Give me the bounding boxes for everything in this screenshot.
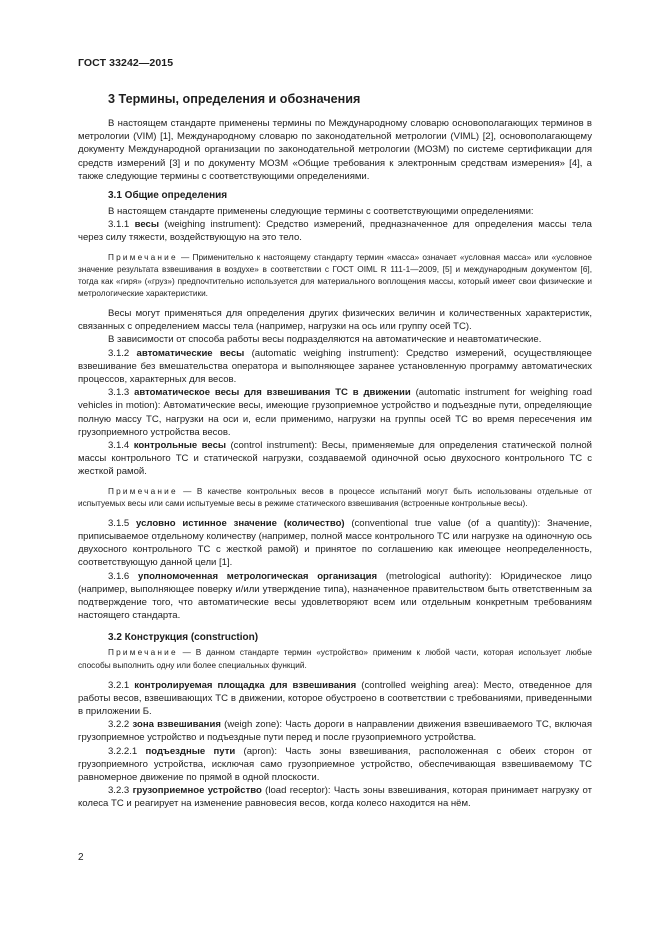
term-definition: (conventional true value (of a quantity)): Значение, приписываемое отдельному количеству (например, полной массе контрольного ТС или нагрузке на одиночную ось двухосного контрольного ТС с жесткой рамой) и принятое по соглашению как имеющее неопределенность, соответствующую данной цели [1]. (78, 517, 592, 569)
term-number: 3.2.1 (108, 679, 135, 691)
term-definition: (apron): Часть зоны взвешивания, расположенная с обеих сторон от грузоприемного устройства, исключая само грузоприемное устройство, обеспечивающая взвешиваемому ТС равномерное движение по прямой в одной плоскости. (78, 745, 592, 784)
term-3-2-2-1 (78, 745, 592, 785)
term-name: подъездные пути (145, 745, 236, 757)
term-3-1-4 (78, 439, 592, 479)
section-3-2-title: 3.2 Конструкция (construction) (108, 632, 259, 644)
term-number: 3.1.4 (108, 440, 134, 452)
term-3-1-1 (78, 218, 592, 244)
term-number: 3.1.2 (108, 347, 137, 359)
term-definition: (load receptor): Часть зоны взвешивания, которая принимает нагрузку от колеса ТС и реагирует на изменение равновесия весов, когда колесо находится на нём. (78, 785, 592, 810)
page-content (78, 92, 592, 811)
term-3-2-1 (78, 679, 592, 719)
term-definition: (metrological authority): Юридическое лицо (например, выполняющее поверку и/или утверждение типа), назначенное правительством быть ответственным за подтверждение того, что автоматические весы удовлетворяют всем или отдельным конкретным требованиям настоящего стандарта. (78, 570, 592, 622)
term-number: 3.1.6 (108, 570, 139, 582)
term-name: контрольные весы (133, 440, 227, 452)
note-text: — Применительно к настоящему стандарту термин «масса» означает «условная масса» или «условное значение результата взвешивания в воздухе» в соответствии с ГОСТ OIML R 111-1—2009, [5] и международным документом [6], тогда как «гиря» («груз») предпочтительно используется для материального воплощения массы, который имеет свои физические и метрологические характеристики. (78, 252, 592, 298)
term-name: автоматические весы (136, 347, 245, 359)
term-name: контролируемая площадка для взвешивания (134, 679, 357, 691)
term-definition: (weigh zone): Часть дороги в направлении движения взвешиваемого ТС, включая грузоприемное устройство и подъездные пути перед и после грузоприемного устройства. (78, 719, 593, 744)
note-text: — В качестве контрольных весов в процессе испытаний могут быть использованы отдельные от испытуемых весы или сами испытуемые весы в режиме статического взвешивания (встроенные контрольные весы). (78, 486, 592, 508)
term-3-1-3 (78, 386, 592, 439)
term-name: автоматическое весы для взвешивания ТС в движении (134, 387, 411, 399)
term-number: 3.2.3 (108, 785, 133, 797)
standard-header: ГОСТ 33242—2015 (78, 57, 174, 69)
term-3-1-2 (78, 347, 592, 387)
note-text: — В данном стандарте термин «устройство» применим к любой части, которая использует любые способы выполнить одну или более специальных функций. (78, 648, 592, 670)
section-3-title: 3 Термины, определения и обозначения (108, 92, 361, 106)
term-3-1-5 (78, 517, 592, 570)
note-label: Примечание (108, 648, 178, 658)
section-3-intro: В настоящем стандарте применены термины по Международному словарю основополагающих терминов в метрологии (VIM) [1], Международному словарю по законодательной метрологии (VIML) [2], основополагающему документу Международной организации по законодательной метрологии (МОЗМ) по системе сертификации для средств измерений [3] и по документу МОЗМ «Общие требования к электронным средствам измерения» [4], а также следующие термины с соответствующими определениями. (78, 118, 592, 182)
term-name: условно истинное значение (количество) (136, 517, 345, 529)
term-name: зона взвешивания (132, 719, 221, 731)
term-number: 3.1.1 (108, 219, 135, 231)
term-3-1-6 (78, 570, 592, 623)
term-name: весы (134, 219, 159, 231)
term-number: 3.1.5 (108, 517, 137, 529)
section-3-1-intro: В настоящем стандарте применены следующие термины с соответствующими определениями: (108, 206, 534, 218)
term-definition: (automatic instrument for weighing road vehicles in motion): Автоматические весы, имеющие грузоприемное устройство и подъездные пути, определяющие полную массу ТС, нагрузки на оси и, если применимо, нагрузки на группы осей ТС во время пересечения им грузоприемного устройства весов. (78, 387, 592, 438)
note-3 (78, 647, 592, 671)
term-3-2-2 (78, 718, 592, 744)
paragraph-other-quantities: Весы могут применяться для определения других физических величин и количественных характеристик, связанных с определением массы тела (например, нагрузки на ось или группу осей ТС). (78, 308, 592, 333)
note-1 (78, 252, 592, 300)
term-number: 3.2.2.1 (108, 745, 146, 757)
term-definition: (controlled weighing area): Место, отведенное для работы весов, взвешивающих ТС в движении, которое обустроено в соответствии с требованиями, приведенными в приложении Б. (78, 679, 593, 718)
page-number: 2 (78, 852, 84, 863)
section-3-1-title: 3.1 Общие определения (108, 190, 228, 202)
term-name: уполномоченная метрологическая организация (138, 570, 378, 582)
note-label: Примечание (108, 252, 178, 262)
term-number: 3.1.3 (108, 387, 135, 399)
note-2 (78, 486, 592, 510)
term-number: 3.2.2 (108, 719, 133, 731)
paragraph-classification: В зависимости от способа работы весы подразделяются на автоматические и неавтоматические. (108, 334, 542, 346)
note-label: Примечание (108, 486, 178, 496)
term-3-2-3 (78, 784, 592, 810)
term-definition: (weighing instrument): Средство измерений, предназначенное для определения массы тела через силу тяжести, воздействующую на это тело. (78, 219, 592, 244)
term-definition: (control instrument): Весы, применяемые для определения статической полной массы контрольного ТС и статической нагрузки, создаваемой одиночной осью двухосного контрольного ТС с жесткой рамой. (78, 440, 592, 478)
term-name: грузоприемное устройство (132, 785, 262, 797)
term-definition: (automatic weighing instrument): Средство измерений, осуществляющее взвешивание без вмешательства оператора и выполняющее заранее установленную программу автоматических процессов, характерных для весов. (78, 347, 592, 386)
